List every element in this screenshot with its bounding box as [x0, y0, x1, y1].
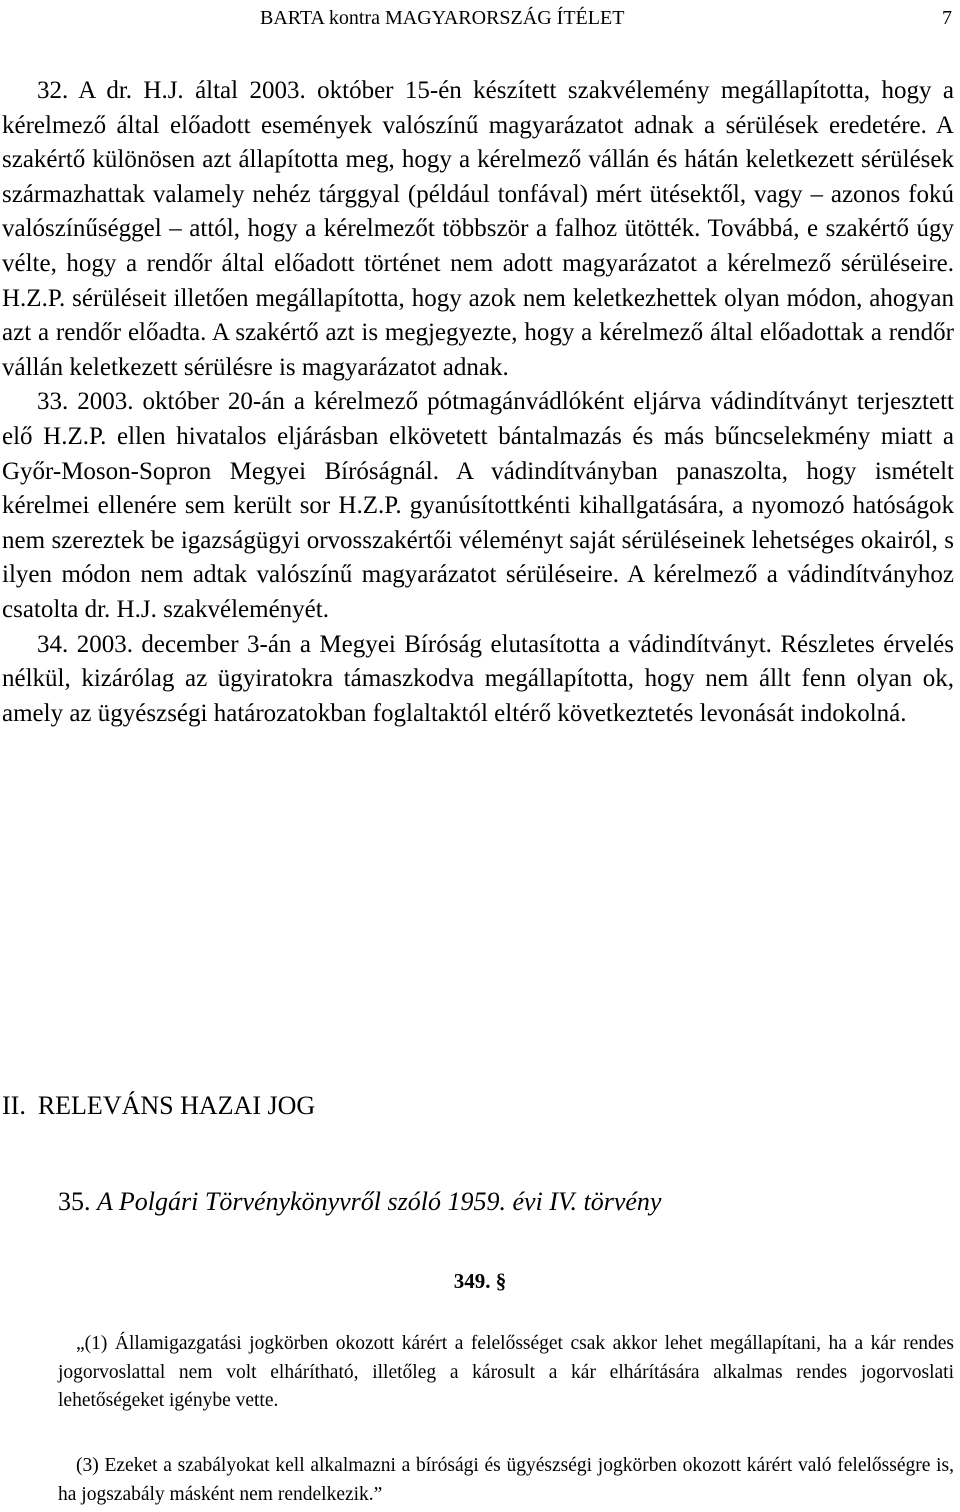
subsection-number: 35. [58, 1187, 91, 1216]
section-title: RELEVÁNS HAZAI JOG [37, 1091, 316, 1120]
header-title: BARTA kontra MAGYARORSZÁG ÍTÉLET [260, 7, 625, 29]
law-section-mark: 349. § [453, 1269, 507, 1293]
page-number: 7 [942, 7, 952, 29]
paragraph-33: 33. 2003. október 20-án a kérelmező pótmagánvádlóként eljárva vádindítványt terjesztett elő H.Z.P. ellen hivatalos eljárásban elkövetett bántalmazás és más bűncselekmény miatt a Győr-Moson-Sopron Megyei Bíróságnál. A vádindítványban panaszolta, hogy ismételt kérelmei ellenére sem került sor H.Z.P. gyanúsítottkénti kihallgatására, a nyomozó hatóságok nem szereztek be igazságügyi orvosszakértői véleményt saját sérüléseinek lehetséges okairól, s ilyen módon nem adtak valószínű magyarázatot sérüléseire. A kérelmező a vádindítványhoz csatolta dr. H.J. szakvéleményét. [2, 388, 954, 623]
section-number: II. [2, 1091, 26, 1120]
law-quote-1-text: „(1) Államigazgatási jogkörben okozott kárért a felelősséget csak akkor lehet megállapítani, ha a kár rendes jogorvoslattal nem volt elhárítható, illetőleg a károsult a kár elhárítására alkalmas rendes jogorvoslati lehetőségeket igénybe vette. [58, 1333, 954, 1412]
law-quote-1 [58, 1330, 954, 1416]
paragraph-32: 32. A dr. H.J. által 2003. október 15-én készített szakvélemény megállapította, hogy a kérelmező által előadott események valószínű magyarázatot adnak a sérülések eredetére. A szakértő különösen azt állapította meg, hogy a kérelmező vállán és hátán keletkezett sérülések származhattak valamely nehéz tárggyal (például tonfával) mért ütésektől, vagy – azonos fokú valószínűséggel – attól, hogy a kérelmezőt többször a falhoz ütötték. Továbbá, e szakértő úgy vélte, hogy a rendőr által előadott történet nem adott magyarázatot a kérelmező sérüléseire. H.Z.P. sérüléseit illetően megállapította, hogy azok nem keletkezhettek olyan módon, ahogyan azt a rendőr előadta. A szakértő azt is megjegyezte, hogy a kérelmező által előadottak a rendőr vállán keletkezett sérülésre is magyarázatot adnak. [2, 77, 954, 381]
subsection-title: A Polgári Törvénykönyvről szóló 1959. évi IV. törvény [97, 1187, 662, 1216]
law-quote-2 [58, 1452, 954, 1509]
section-heading [2, 1088, 315, 1124]
document-body [2, 74, 954, 731]
page-header [0, 4, 960, 32]
subsection-heading [58, 1184, 661, 1220]
paragraph-34: 34. 2003. december 3-án a Megyei Bíróság elutasította a vádindítványt. Részletes érvelés nélkül, kizárólag az ügyiratokra támaszkodva megállapította, hogy nem állt fenn olyan ok, amely az ügyészségi határozatokban foglaltaktól eltérő következtetés levonását indokolná. [2, 630, 954, 727]
law-quote-2-text: (3) Ezeket a szabályokat kell alkalmazni a bírósági és ügyészségi jogkörben okozott kárért való felelősségre is, ha jogszabály másként nem rendelkezik.” [58, 1455, 954, 1505]
